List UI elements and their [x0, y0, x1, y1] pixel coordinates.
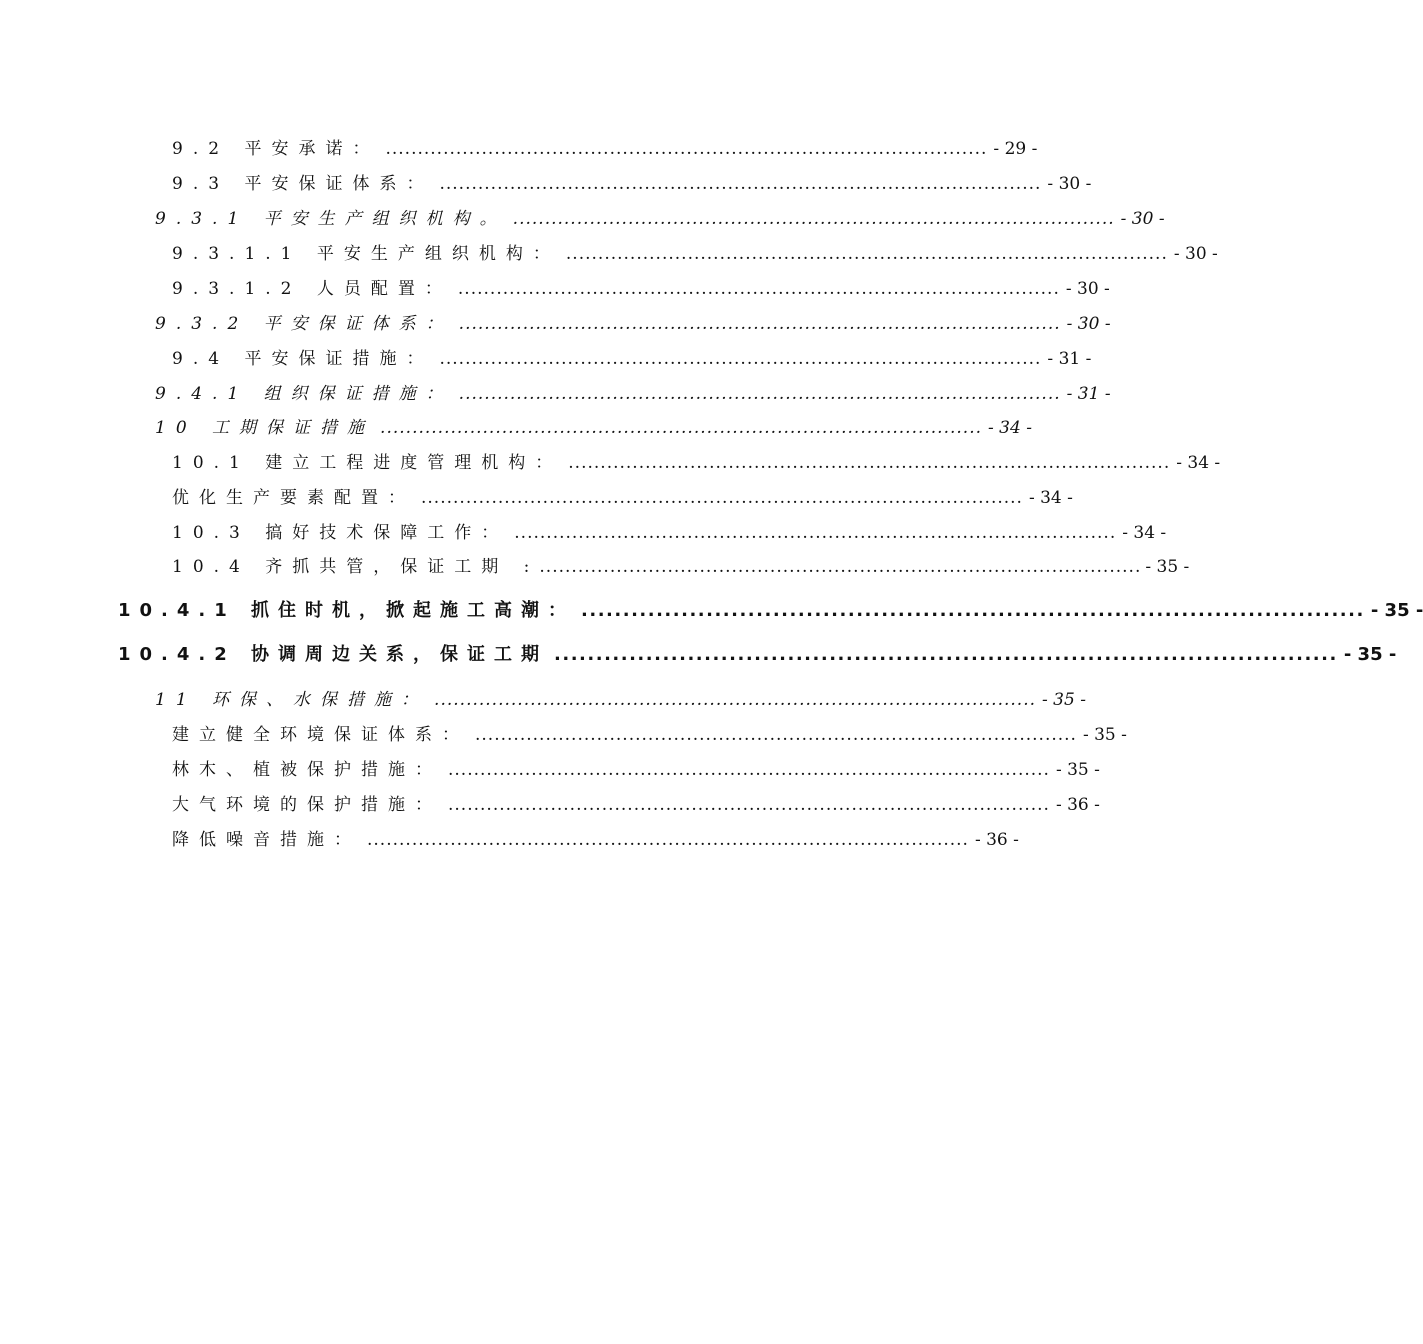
toc-entry-label: 10.4.1 抓住时机，掀起施工高潮：	[118, 600, 576, 621]
toc-entry[interactable]	[172, 134, 1038, 159]
toc-entry[interactable]	[155, 204, 1165, 229]
toc-page-number: - 29 -	[993, 139, 1038, 159]
toc-entry-label: 10.4 齐抓共管，保证工期 :	[172, 557, 540, 577]
toc-page-number: - 35 -	[1370, 600, 1423, 621]
toc-entry[interactable]	[172, 790, 1100, 815]
toc-page-number: - 35 -	[1042, 690, 1086, 710]
toc-page-number: - 30 -	[1173, 244, 1218, 264]
toc-page-number: - 30 -	[1066, 314, 1111, 334]
toc-page-number: - 35 -	[1082, 725, 1127, 745]
toc-leader-dots: ..............................................................................................	[514, 523, 1117, 543]
toc-page-number: - 30 -	[1047, 174, 1092, 194]
toc-entry-label: 降低噪音措施：	[172, 830, 361, 850]
toc-leader-dots: ..............................................................................................	[475, 725, 1077, 745]
toc-page-number: - 35 -	[1145, 557, 1190, 577]
toc-leader-dots: ..............................................................................................	[539, 557, 1142, 577]
toc-leader-dots: ..............................................................................................	[380, 418, 983, 438]
toc-leader-dots: ..............................................................................................	[367, 830, 969, 850]
toc-entry[interactable]	[172, 448, 1221, 473]
toc-entry[interactable]	[155, 413, 1032, 438]
toc-entry[interactable]	[172, 169, 1092, 194]
toc-entry[interactable]	[172, 344, 1092, 369]
toc-entry-label: 林木、植被保护措施：	[172, 760, 442, 780]
toc-page-number: - 30 -	[1120, 209, 1165, 229]
toc-entry[interactable]	[172, 825, 1019, 850]
toc-entry[interactable]	[155, 685, 1086, 710]
toc-entry[interactable]	[172, 755, 1100, 780]
toc-page-number: - 34 -	[1176, 453, 1221, 473]
toc-leader-dots: ..............................................................................................	[421, 488, 1023, 508]
toc-entry-label: 9.4 平安保证措施：	[172, 349, 434, 369]
toc-page-number: - 36 -	[1055, 795, 1100, 815]
toc-leader-dots: ..............................................................................................	[565, 244, 1168, 264]
toc-leader-dots: ..............................................................................................	[568, 453, 1171, 473]
toc-page-number: - 30 -	[1065, 279, 1110, 299]
toc-page-number: - 34 -	[988, 418, 1032, 438]
toc-page-number: - 34 -	[1122, 523, 1167, 543]
toc-entry-label: 9.3.1.1 平安生产组织机构：	[172, 244, 560, 264]
toc-page-number: - 35 -	[1343, 644, 1397, 665]
toc-leader-dots: ..............................................................................................	[439, 349, 1042, 369]
toc-entry-label: 9.2 平安承诺：	[172, 139, 380, 159]
toc-page-number: - 31 -	[1047, 349, 1092, 369]
toc-entry-label: 10 工期保证措施	[155, 418, 375, 438]
toc-entry-label: 9.3.1 平安生产组织机构。	[155, 209, 507, 229]
toc-entry[interactable]	[155, 379, 1111, 404]
toc-entry-label: 9.3.2 平安保证体系：	[155, 314, 453, 334]
toc-leader-dots: ..............................................................................................	[458, 314, 1061, 334]
toc-leader-dots: ..............................................................................................	[554, 644, 1338, 665]
toc-entry-label: 10.1 建立工程进度管理机构：	[172, 453, 563, 473]
toc-entry[interactable]	[172, 239, 1218, 264]
toc-leader-dots: ..............................................................................................	[512, 209, 1115, 229]
toc-leader-dots: ..............................................................................................	[448, 760, 1050, 780]
toc-entry[interactable]	[172, 720, 1127, 745]
toc-entry-label: 建立健全环境保证体系：	[172, 725, 469, 745]
toc-entry[interactable]	[172, 483, 1073, 508]
toc-leader-dots: ..............................................................................................	[581, 600, 1365, 621]
toc-page-number: - 36 -	[974, 830, 1019, 850]
toc-leader-dots: ..............................................................................................	[457, 279, 1060, 299]
toc-entry[interactable]	[118, 640, 1397, 666]
toc-leader-dots: ..............................................................................................	[448, 795, 1050, 815]
toc-leader-dots: ..............................................................................................	[458, 384, 1061, 404]
toc-entry-label: 9.3.1.2 人员配置：	[172, 279, 452, 299]
toc-page-number: - 34 -	[1028, 488, 1073, 508]
toc-entry-label: 大气环境的保护措施：	[172, 795, 442, 815]
toc-leader-dots: ..............................................................................................	[439, 174, 1042, 194]
toc-entry[interactable]	[172, 518, 1167, 543]
toc-entry[interactable]	[172, 274, 1110, 299]
toc-entry-label: 9.4.1 组织保证措施：	[155, 384, 453, 404]
toc-entry[interactable]	[172, 552, 1190, 577]
toc-page-number: - 35 -	[1055, 760, 1100, 780]
toc-entry-label: 9.3 平安保证体系：	[172, 174, 434, 194]
toc-leader-dots: ..............................................................................................	[434, 690, 1037, 710]
toc-entry-label: 11 环保、水保措施：	[155, 690, 429, 710]
toc-leader-dots: ..............................................................................................	[385, 139, 988, 159]
toc-entry[interactable]	[118, 596, 1423, 622]
toc-entry-label: 10.3 搞好技术保障工作：	[172, 523, 509, 543]
toc-entry-label: 10.4.2 协调周边关系，保证工期	[118, 644, 549, 665]
toc-entry-label: 优化生产要素配置：	[172, 488, 415, 508]
toc-page-number: - 31 -	[1066, 384, 1111, 404]
toc-entry[interactable]	[155, 309, 1111, 334]
